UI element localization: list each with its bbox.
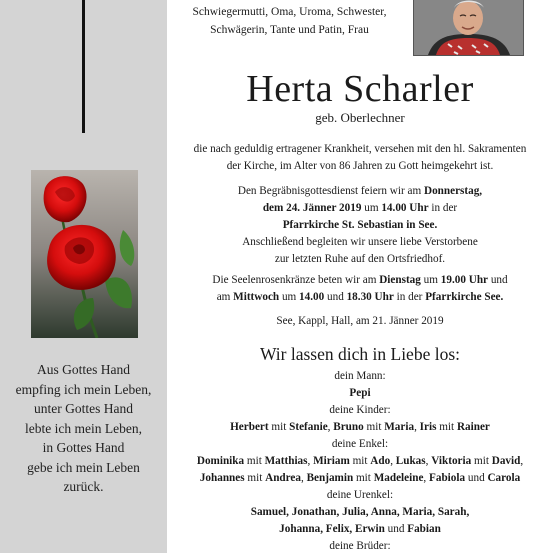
rosary-info	[167, 272, 553, 306]
funeral-info	[167, 183, 553, 268]
maiden-name: geb. Oberlechner	[315, 110, 405, 125]
intro-line: Schwägerin, Tante und Patin, Frau	[210, 24, 369, 36]
rose-photo	[31, 170, 138, 338]
funeral-line: dem 24. Jänner 2019 um 14.00 Uhr in der	[262, 202, 458, 214]
intro-line: Schwiegermutti, Oma, Uroma, Schwester,	[192, 6, 387, 18]
family-names: Johannes mit Andrea, Benjamin mit Madeleine, Fabiola und Carola	[199, 472, 521, 484]
family-names: Herbert mit Stefanie, Bruno mit Maria, Iris mit Rainer	[230, 421, 490, 433]
rosary-line: Die Seelenrosenkränze beten wir am Dienstag um 19.00 Uhr und	[212, 274, 508, 286]
family-label: dein Mann:	[334, 370, 386, 382]
farewell-heading: Wir lassen dich in Liebe los:	[259, 344, 460, 364]
family-label: deine Enkel:	[331, 438, 389, 450]
death-notice	[167, 141, 553, 175]
poem-line: empfing ich mein Leben,	[15, 381, 152, 397]
place-date: See, Kappl, Hall, am 21. Jänner 2019	[276, 315, 444, 327]
poem-line: Aus Gottes Hand	[37, 362, 130, 377]
obituary-content	[167, 0, 553, 553]
portrait-photo	[413, 0, 524, 56]
family-names: Johanna, Felix, Erwin und Fabian	[279, 523, 441, 535]
notice-line: der Kirche, im Alter von 86 Jahren zu Gott heimgekehrt ist.	[226, 160, 494, 172]
poem-line: zurück.	[63, 479, 104, 494]
family-names: Dominika mit Matthias, Miriam mit Ado, Lukas, Viktoria mit David,	[196, 455, 524, 467]
relationship-intro	[167, 3, 412, 39]
cross-icon	[82, 0, 85, 133]
poem-line: lebte ich mein Leben,	[25, 420, 142, 436]
family-label: deine Urenkel:	[326, 489, 394, 501]
rose-image	[31, 170, 138, 338]
funeral-line: zur letzten Ruhe auf den Ortsfriedhof.	[274, 253, 446, 265]
family-names: Samuel, Jonathan, Julia, Anna, Maria, Sarah,	[250, 506, 470, 518]
family-label: deine Kinder:	[329, 404, 391, 416]
poem-line: unter Gottes Hand	[34, 401, 133, 416]
funeral-church: Pfarrkirche St. Sebastian in See.	[282, 219, 438, 231]
sidebar-panel	[0, 0, 167, 553]
poem-line: in Gottes Hand	[42, 440, 125, 455]
poem-line: gebe ich mein Leben	[27, 459, 140, 475]
funeral-line: Den Begräbnisgottesdienst feiern wir am Donnerstag,	[237, 185, 483, 197]
portrait-image	[414, 0, 523, 55]
family-list	[167, 368, 553, 553]
family-label: deine Brüder:	[329, 540, 391, 552]
notice-line: die nach geduldig ertragener Krankheit, versehen mit den hl. Sakramenten	[193, 143, 527, 155]
funeral-line: Anschließend begleiten wir unsere liebe Verstorbene	[242, 236, 478, 248]
rosary-line: am Mittwoch um 14.00 und 18.30 Uhr in der Pfarrkirche See.	[216, 291, 504, 303]
family-names: Pepi	[349, 387, 371, 399]
deceased-name: Herta Scharler	[246, 68, 474, 110]
poem	[0, 360, 167, 497]
